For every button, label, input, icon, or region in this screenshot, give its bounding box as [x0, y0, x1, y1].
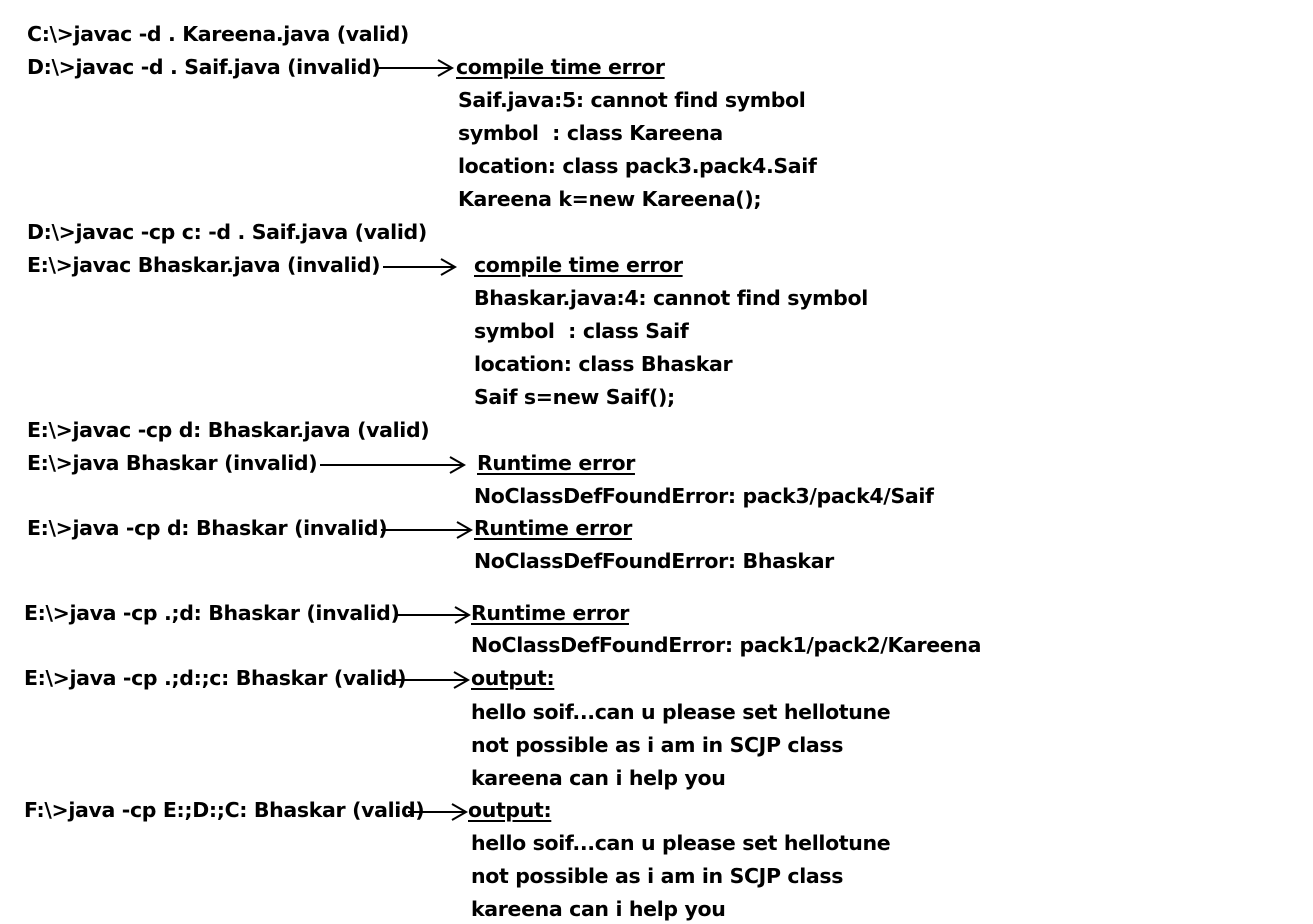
result-heading: Runtime error [471, 601, 629, 625]
result-line: location: class Bhaskar [474, 352, 733, 376]
result-line: NoClassDefFoundError: pack3/pack4/Saif [474, 484, 934, 508]
command-line: E:\>javac Bhaskar.java (invalid) [27, 253, 381, 277]
result-line: not possible as i am in SCJP class [471, 864, 844, 888]
result-heading: output: [468, 798, 552, 822]
result-line: kareena can i help you [471, 766, 726, 790]
result-heading: compile time error [474, 253, 683, 277]
right-arrow-icon [383, 257, 459, 277]
right-arrow-icon [408, 802, 470, 822]
command-line: D:\>javac -cp c: -d . Saif.java (valid) [27, 220, 427, 244]
result-line: NoClassDefFoundError: Bhaskar [474, 549, 834, 573]
command-line: D:\>javac -d . Saif.java (invalid) [27, 55, 381, 79]
result-line: not possible as i am in SCJP class [471, 733, 844, 757]
result-line: symbol : class Saif [474, 319, 689, 343]
command-line: E:\>java Bhaskar (invalid) [27, 451, 318, 475]
result-line: kareena can i help you [471, 897, 726, 921]
command-line: C:\>javac -d . Kareena.java (valid) [27, 22, 409, 46]
result-line: Kareena k=new Kareena(); [458, 187, 762, 211]
command-line: F:\>java -cp E:;D:;C: Bhaskar (valid) [24, 798, 425, 822]
result-heading: output: [471, 666, 555, 690]
result-heading: Runtime error [477, 451, 635, 475]
result-heading: Runtime error [474, 516, 632, 540]
command-line: E:\>java -cp .;d:;c: Bhaskar (valid) [24, 666, 407, 690]
result-line: symbol : class Kareena [458, 121, 723, 145]
right-arrow-icon [376, 58, 456, 78]
command-line: E:\>java -cp .;d: Bhaskar (invalid) [24, 601, 400, 625]
result-line: NoClassDefFoundError: pack1/pack2/Kareena [471, 633, 982, 657]
result-line: hello soif...can u please set hellotune [471, 700, 891, 724]
right-arrow-icon [395, 605, 473, 625]
result-line: hello soif...can u please set hellotune [471, 831, 891, 855]
result-line: Saif s=new Saif(); [474, 385, 675, 409]
command-line: E:\>java -cp d: Bhaskar (invalid) [27, 516, 388, 540]
command-line: E:\>javac -cp d: Bhaskar.java (valid) [27, 418, 430, 442]
result-line: location: class pack3.pack4.Saif [458, 154, 817, 178]
result-line: Bhaskar.java:4: cannot find symbol [474, 286, 868, 310]
right-arrow-icon [381, 520, 475, 540]
result-heading: compile time error [456, 55, 665, 79]
right-arrow-icon [392, 670, 472, 690]
right-arrow-icon [320, 455, 468, 475]
result-line: Saif.java:5: cannot find symbol [458, 88, 806, 112]
